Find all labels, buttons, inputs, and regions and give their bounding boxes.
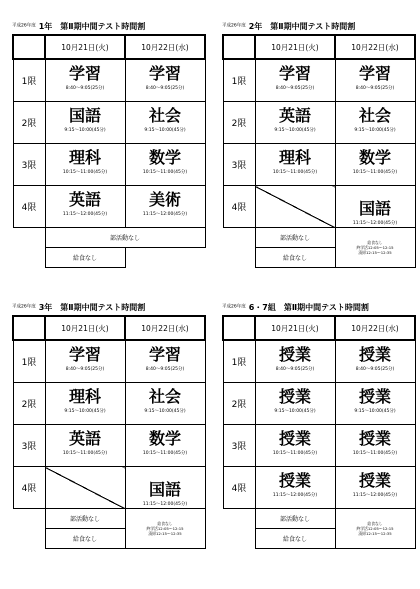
timetable-heading: 6・7組 第Ⅱ期中間テスト時間割	[248, 302, 369, 312]
subject-name: 社会	[148, 387, 181, 406]
subject-name: 学習	[68, 64, 101, 83]
period-cell-day1	[45, 144, 125, 186]
day2-header: 10月22日(水)	[125, 316, 205, 340]
period-cell-day2	[335, 467, 415, 509]
club-activity-note: 部活動なし	[45, 509, 125, 529]
subject-name: 学習	[148, 64, 181, 83]
period-label: 2限	[223, 383, 255, 425]
lunch-note: 給食なし	[255, 529, 335, 549]
period-cell-day1	[45, 383, 125, 425]
subject-name: 理科	[68, 148, 101, 167]
lunch-schedule-note	[125, 509, 205, 549]
period-time: 10:15～11:00(45分)	[62, 170, 108, 175]
period-label: 2限	[223, 102, 255, 144]
period-cell-day2	[335, 186, 415, 228]
period-time: 9:15～10:00(45分)	[64, 409, 106, 414]
period-cell-day1	[45, 340, 125, 383]
period-time: 8:40～9:05(25分)	[65, 86, 105, 91]
subject-name: 授業	[358, 429, 391, 448]
period-cell-day2	[125, 425, 205, 467]
timetable-title	[12, 301, 145, 314]
period-cell-day1	[255, 340, 335, 383]
period-time: 9:15～10:00(45分)	[144, 128, 186, 133]
lunch-note-line: 終学活12:05～12:15	[356, 526, 394, 531]
period-time: 8:40～9:05(25分)	[145, 367, 185, 372]
period-time: 8:40～9:05(25分)	[275, 86, 315, 91]
period-label: 1限	[13, 340, 45, 383]
period-label: 3限	[223, 144, 255, 186]
timetable-heading: 2年 第Ⅱ期中間テスト時間割	[248, 21, 356, 31]
subject-name: 英語	[278, 106, 311, 125]
period-time: 9:15～10:00(45分)	[354, 409, 396, 414]
period-time: 11:15～12:00(45分)	[142, 502, 188, 507]
period-cell-day1	[255, 102, 335, 144]
period-label: 1限	[13, 59, 45, 102]
period-cell-day2	[125, 383, 205, 425]
period-cell-day1	[45, 425, 125, 467]
subject-name: 授業	[358, 387, 391, 406]
timetable-grid	[12, 34, 206, 268]
period-time: 8:40～9:05(25分)	[355, 86, 395, 91]
subject-name: 授業	[278, 471, 311, 490]
period-label: 2限	[13, 102, 45, 144]
period-cell-day2	[125, 59, 205, 102]
blank-cell	[13, 529, 45, 549]
lunch-note-line: 終学活12:05～12:15	[146, 526, 184, 531]
lunch-note-line: 給食なし	[367, 521, 383, 526]
period-cell-day2	[125, 144, 205, 186]
subject-name: 理科	[278, 148, 311, 167]
period-label: 4限	[13, 186, 45, 228]
blank-cell	[223, 509, 255, 529]
blank-cell	[223, 529, 255, 549]
period-cell-day1	[255, 144, 335, 186]
lunch-note: 給食なし	[45, 248, 125, 268]
corner-cell	[223, 35, 255, 59]
subject-name: 国語	[358, 199, 391, 218]
period-time: 8:40～9:05(25分)	[355, 367, 395, 372]
period-label: 3限	[13, 144, 45, 186]
period-cell-day2	[335, 383, 415, 425]
blank-cell	[223, 228, 255, 248]
lunch-schedule-note	[335, 509, 415, 549]
period-time: 10:15～11:00(45分)	[62, 451, 108, 456]
period-time: 8:40～9:05(25分)	[65, 367, 105, 372]
timetable-title	[222, 20, 355, 33]
period-label: 1限	[223, 340, 255, 383]
period-cell-day2	[335, 144, 415, 186]
lunch-note-line: 清掃12:15～12:35	[358, 531, 392, 536]
timetable-heading: 1年 第Ⅱ期中間テスト時間割	[38, 21, 146, 31]
period-time: 9:15～10:00(45分)	[274, 409, 316, 414]
corner-cell	[13, 35, 45, 59]
timetable-title	[222, 301, 369, 314]
subject-name: 授業	[278, 345, 311, 364]
subject-name: 授業	[278, 429, 311, 448]
period-time: 10:15～11:00(45分)	[272, 170, 318, 175]
day1-header: 10月21日(火)	[45, 316, 125, 340]
timetable-grid	[222, 315, 416, 549]
blank-cell	[13, 228, 45, 248]
period-cell-day2	[335, 59, 415, 102]
subject-name: 数学	[358, 148, 391, 167]
timetable-heading: 3年 第Ⅱ期中間テスト時間割	[38, 302, 146, 312]
subject-name: 社会	[148, 106, 181, 125]
period-cell-day1	[255, 467, 335, 509]
period-time: 10:15～11:00(45分)	[142, 170, 188, 175]
period-time: 10:15～11:00(45分)	[352, 451, 398, 456]
period-time: 9:15～10:00(45分)	[354, 128, 396, 133]
period-time: 11:15～12:00(45分)	[142, 212, 188, 217]
period-label: 4限	[223, 186, 255, 228]
period-time: 10:15～11:00(45分)	[352, 170, 398, 175]
empty-slot-diagonal	[45, 467, 125, 509]
day1-header: 10月21日(火)	[45, 35, 125, 59]
fiscal-year-label: 平成26年度	[222, 304, 246, 310]
blank-cell	[13, 248, 45, 268]
blank-cell	[13, 509, 45, 529]
day2-header: 10月22日(水)	[335, 35, 415, 59]
period-cell-day2	[125, 340, 205, 383]
subject-name: 社会	[358, 106, 391, 125]
corner-cell	[13, 316, 45, 340]
fiscal-year-label: 平成26年度	[12, 23, 36, 29]
subject-name: 国語	[68, 106, 101, 125]
club-activity-note: 部活動なし	[255, 228, 335, 248]
period-label: 3限	[13, 425, 45, 467]
blank-cell	[223, 248, 255, 268]
period-cell-day1	[255, 59, 335, 102]
subject-name: 美術	[148, 190, 181, 209]
period-label: 2限	[13, 383, 45, 425]
subject-name: 英語	[68, 190, 101, 209]
period-time: 10:15～11:00(45分)	[272, 451, 318, 456]
timetable-title	[12, 20, 145, 33]
subject-name: 数学	[148, 429, 181, 448]
period-time: 9:15～10:00(45分)	[274, 128, 316, 133]
period-time: 11:15～12:00(45分)	[62, 212, 108, 217]
subject-name: 数学	[148, 148, 181, 167]
period-label: 4限	[223, 467, 255, 509]
lunch-note-line: 清掃12:15～12:35	[358, 250, 392, 255]
lunch-note-line: 給食なし	[157, 521, 173, 526]
day2-header: 10月22日(水)	[335, 316, 415, 340]
day1-header: 10月21日(火)	[255, 316, 335, 340]
period-time: 10:15～11:00(45分)	[142, 451, 188, 456]
subject-name: 授業	[278, 387, 311, 406]
club-activity-note: 部活動なし	[255, 509, 335, 529]
blank-cell	[125, 248, 205, 268]
subject-name: 学習	[278, 64, 311, 83]
subject-name: 授業	[358, 471, 391, 490]
day1-header: 10月21日(火)	[255, 35, 335, 59]
subject-name: 授業	[358, 345, 391, 364]
period-cell-day1	[255, 383, 335, 425]
lunch-note-line: 終学活12:05～12:15	[356, 245, 394, 250]
period-cell-day1	[255, 425, 335, 467]
period-cell-day1	[45, 102, 125, 144]
subject-name: 国語	[148, 480, 181, 499]
fiscal-year-label: 平成26年度	[222, 23, 246, 29]
lunch-note: 給食なし	[255, 248, 335, 268]
period-cell-day1	[45, 186, 125, 228]
period-cell-day2	[125, 186, 205, 228]
period-cell-day2	[335, 340, 415, 383]
period-label: 4限	[13, 467, 45, 509]
subject-name: 学習	[358, 64, 391, 83]
period-label: 3限	[223, 425, 255, 467]
subject-name: 学習	[68, 345, 101, 364]
timetable-grid	[222, 34, 416, 268]
empty-slot-diagonal	[255, 186, 335, 228]
subject-name: 学習	[148, 345, 181, 364]
lunch-schedule-note	[335, 228, 415, 268]
lunch-note-line: 清掃12:15～12:35	[148, 531, 182, 536]
period-cell-day2	[125, 102, 205, 144]
timetable-grid	[12, 315, 206, 549]
fiscal-year-label: 平成26年度	[12, 304, 36, 310]
period-label: 1限	[223, 59, 255, 102]
lunch-note: 給食なし	[45, 529, 125, 549]
period-time: 8:40～9:05(25分)	[145, 86, 185, 91]
lunch-note-line: 給食なし	[367, 240, 383, 245]
period-time: 11:15～12:00(45分)	[272, 493, 318, 498]
period-cell-day1	[45, 59, 125, 102]
period-time: 9:15～10:00(45分)	[64, 128, 106, 133]
period-time: 9:15～10:00(45分)	[144, 409, 186, 414]
subject-name: 英語	[68, 429, 101, 448]
period-time: 11:15～12:00(45分)	[352, 493, 398, 498]
subject-name: 理科	[68, 387, 101, 406]
period-time: 11:15～12:00(45分)	[352, 221, 398, 226]
corner-cell	[223, 316, 255, 340]
period-cell-day2	[335, 425, 415, 467]
club-activity-note: 部活動なし	[45, 228, 205, 248]
day2-header: 10月22日(水)	[125, 35, 205, 59]
period-cell-day2	[125, 467, 205, 509]
period-cell-day2	[335, 102, 415, 144]
period-time: 8:40～9:05(25分)	[275, 367, 315, 372]
